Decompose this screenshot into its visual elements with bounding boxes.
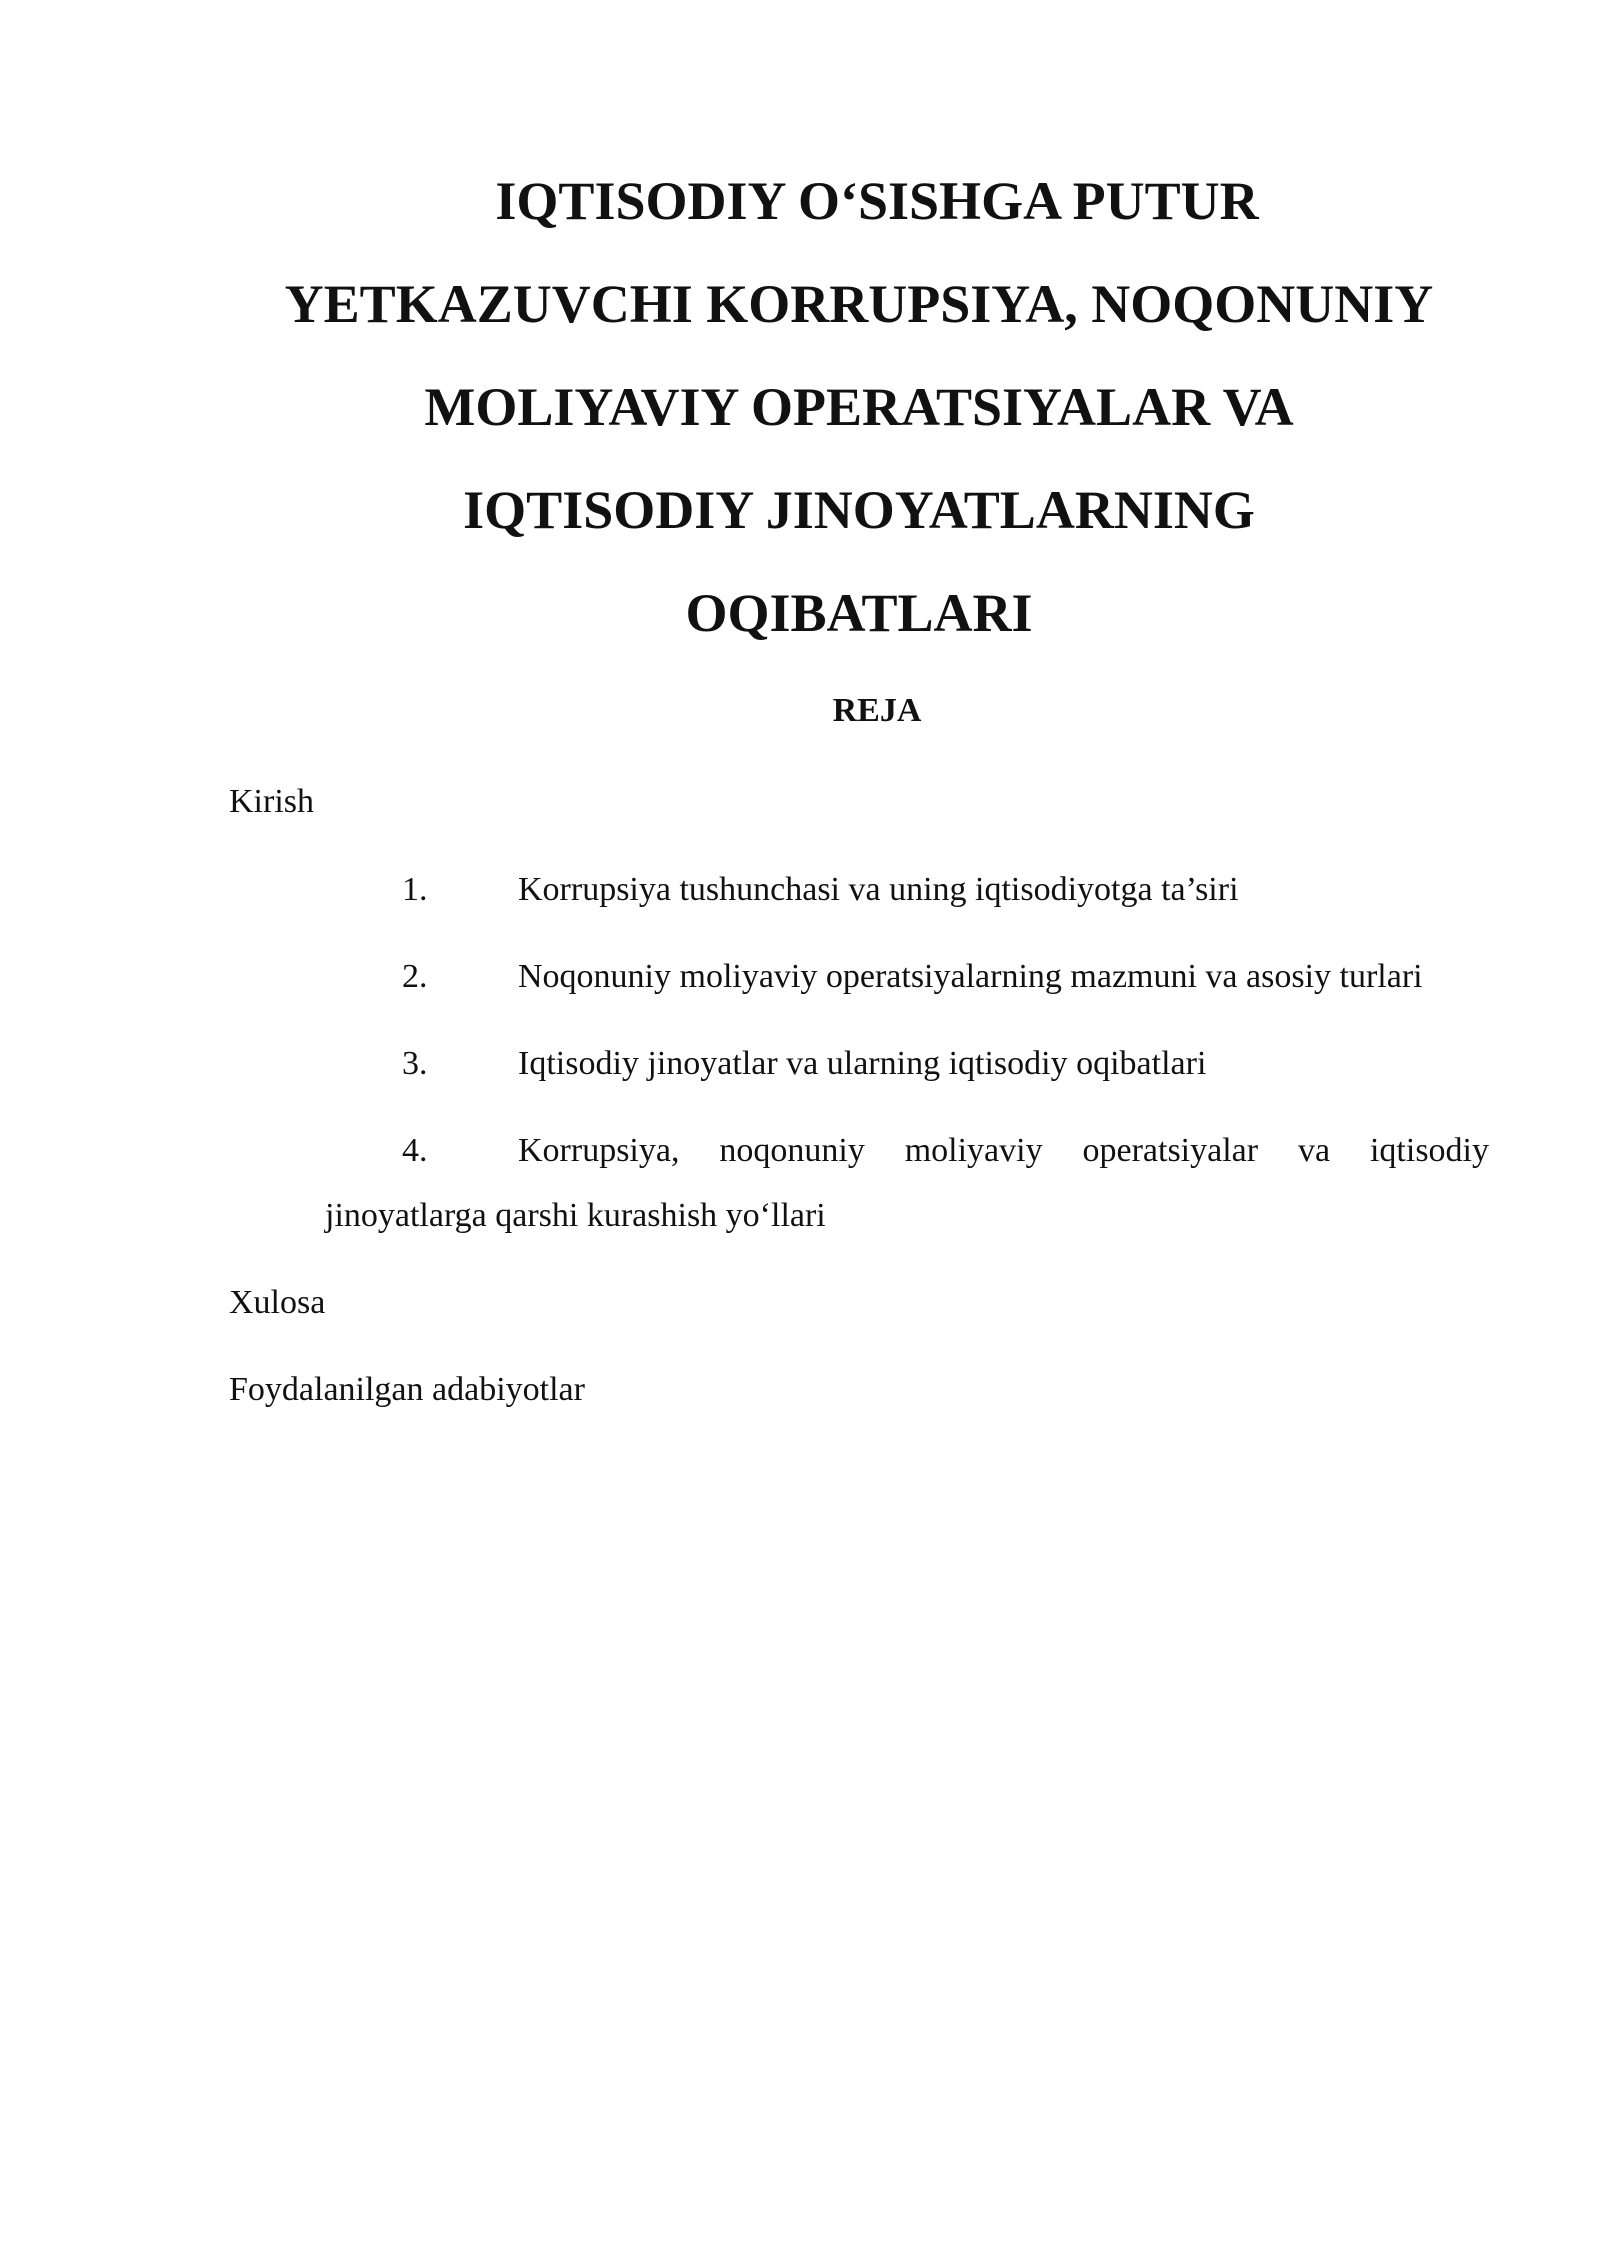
intro-label: Kirish [229, 783, 314, 820]
plan-heading: REJA [832, 692, 922, 729]
title-line-4: IQTISODIY JINOYATLARNING [463, 480, 1255, 540]
item-text: Korrupsiya, noqonuniy moliyaviy operatsiyalar va iqtisodiy jinoyatlarga qarshi kurashish yo‘llari [325, 1132, 1489, 1234]
item-text: Korrupsiya tushunchasi va uning iqtisodiyotga ta’siri [518, 871, 1239, 908]
title-line-1: IQTISODIY O‘SISHGA PUTUR [495, 171, 1259, 231]
plan-item-3 [325, 1031, 1489, 1096]
title-line-5: OQIBATLARI [685, 583, 1033, 643]
item-number: 1. [402, 871, 428, 908]
plan-item-2 [325, 944, 1489, 1009]
title-line-2: YETKAZUVCHI KORRUPSIYA, NOQONUNIY [284, 274, 1434, 334]
references-entry: Foydalanilgan adabiyotlar [229, 1371, 585, 1408]
plan-list [229, 857, 1489, 1248]
conclusion-entry: Xulosa [229, 1284, 326, 1321]
intro-entry [229, 769, 1489, 834]
plan-item-1 [325, 857, 1489, 922]
title-line-3: MOLIYAVIY OPERATSIYALAR VA [424, 377, 1294, 437]
item-number: 3. [402, 1045, 428, 1082]
closing-entries [229, 1270, 1489, 1422]
item-number: 2. [402, 958, 428, 995]
plan-body [229, 769, 1489, 1422]
plan-item-4 [325, 1118, 1489, 1248]
item-text: Iqtisodiy jinoyatlar va ularning iqtisodiy oqibatlari [518, 1045, 1207, 1082]
item-number: 4. [402, 1132, 428, 1169]
item-text: Noqonuniy moliyaviy operatsiyalarning mazmuni va asosiy turlari [518, 958, 1423, 995]
document-title [229, 150, 1489, 665]
